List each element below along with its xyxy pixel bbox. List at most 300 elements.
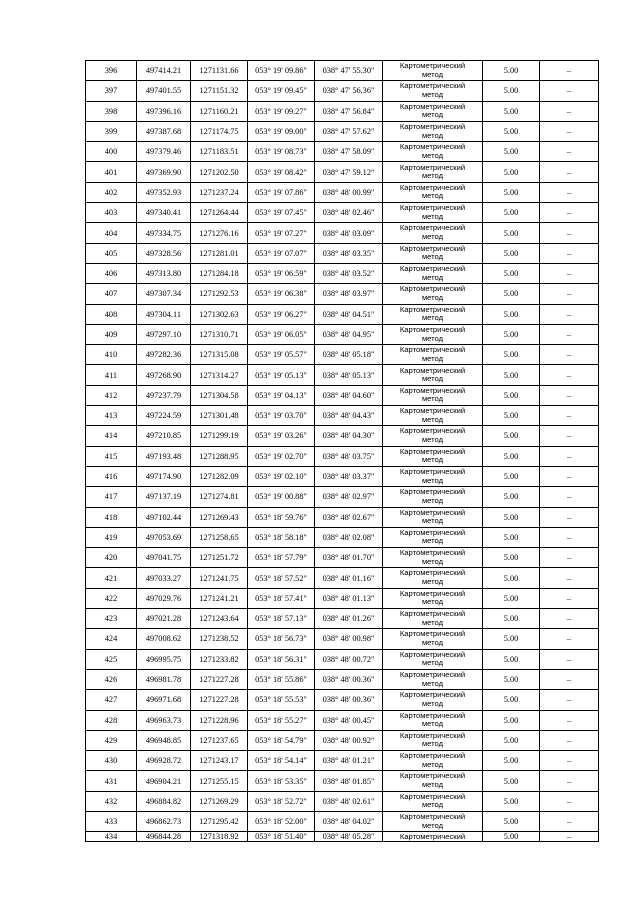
x-coordinate-cell: 497297.10 bbox=[137, 324, 191, 344]
method-text: Картометрический bbox=[399, 446, 466, 456]
table-row bbox=[86, 426, 599, 446]
x-coordinate-cell: 497029.76 bbox=[137, 588, 191, 608]
y-coordinate-cell: 1271302.63 bbox=[191, 304, 248, 324]
longitude-cell: 038° 48' 03.52" bbox=[315, 263, 383, 283]
accuracy-cell: 5.00 bbox=[483, 730, 540, 750]
y-coordinate-cell: 1271233.82 bbox=[191, 649, 248, 669]
method-text: Картометрический bbox=[399, 771, 466, 781]
method-text: Картометрический bbox=[399, 61, 466, 71]
x-coordinate-cell: 497379.46 bbox=[137, 142, 191, 162]
method-text: метод bbox=[421, 110, 444, 120]
table-row bbox=[86, 263, 599, 283]
table-row bbox=[86, 446, 599, 466]
accuracy-cell: 5.00 bbox=[483, 385, 540, 405]
method-text: Картометрический bbox=[399, 527, 466, 537]
method-text: Картометрический bbox=[399, 690, 466, 700]
accuracy-cell: 5.00 bbox=[483, 142, 540, 162]
method-text: метод bbox=[421, 820, 444, 830]
note-cell: – bbox=[540, 568, 599, 588]
table-body bbox=[86, 61, 599, 842]
method-text: Картометрический bbox=[399, 203, 466, 213]
method-cell bbox=[383, 548, 483, 568]
point-number-cell: 408 bbox=[86, 304, 137, 324]
accuracy-cell: 5.00 bbox=[483, 710, 540, 730]
method-text: метод bbox=[421, 800, 444, 810]
method-text: Картометрический bbox=[399, 548, 466, 558]
x-coordinate-cell: 496862.73 bbox=[137, 811, 191, 831]
method-cell bbox=[383, 832, 483, 842]
note-cell: – bbox=[540, 243, 599, 263]
point-number-cell: 434 bbox=[86, 832, 137, 842]
y-coordinate-cell: 1271251.72 bbox=[191, 548, 248, 568]
method-text: метод bbox=[421, 739, 444, 749]
method-text: метод bbox=[421, 272, 444, 282]
point-number-cell: 400 bbox=[86, 142, 137, 162]
point-number-cell: 420 bbox=[86, 548, 137, 568]
y-coordinate-cell: 1271315.08 bbox=[191, 345, 248, 365]
latitude-cell: 053° 19' 07.86" bbox=[248, 182, 315, 202]
method-text: метод bbox=[421, 130, 444, 140]
table-row bbox=[86, 304, 599, 324]
longitude-cell: 038° 48' 01.26" bbox=[315, 609, 383, 629]
longitude-cell: 038° 48' 02.08" bbox=[315, 527, 383, 547]
method-text: Картометрический bbox=[399, 101, 466, 111]
note-cell: – bbox=[540, 324, 599, 344]
method-cell bbox=[383, 203, 483, 223]
latitude-cell: 053° 18' 52.00" bbox=[248, 811, 315, 831]
y-coordinate-cell: 1271160.21 bbox=[191, 101, 248, 121]
method-cell bbox=[383, 771, 483, 791]
point-number-cell: 422 bbox=[86, 588, 137, 608]
point-number-cell: 429 bbox=[86, 730, 137, 750]
point-number-cell: 404 bbox=[86, 223, 137, 243]
method-cell bbox=[383, 61, 483, 81]
x-coordinate-cell: 497102.44 bbox=[137, 507, 191, 527]
longitude-cell: 038° 47' 58.09" bbox=[315, 142, 383, 162]
y-coordinate-cell: 1271269.29 bbox=[191, 791, 248, 811]
table-row bbox=[86, 507, 599, 527]
method-text: Картометрический bbox=[399, 223, 466, 233]
note-cell: – bbox=[540, 751, 599, 771]
x-coordinate-cell: 497369.90 bbox=[137, 162, 191, 182]
longitude-cell: 038° 47' 55.30" bbox=[315, 61, 383, 81]
x-coordinate-cell: 497340.41 bbox=[137, 203, 191, 223]
method-cell bbox=[383, 121, 483, 141]
point-number-cell: 428 bbox=[86, 710, 137, 730]
note-cell: – bbox=[540, 811, 599, 831]
method-cell bbox=[383, 669, 483, 689]
y-coordinate-cell: 1271243.64 bbox=[191, 609, 248, 629]
method-text: Картометрический bbox=[399, 345, 466, 355]
point-number-cell: 417 bbox=[86, 487, 137, 507]
method-text: Картометрический bbox=[399, 609, 466, 619]
accuracy-cell: 5.00 bbox=[483, 832, 540, 842]
table-row bbox=[86, 121, 599, 141]
method-text: метод bbox=[421, 353, 444, 363]
x-coordinate-cell: 497282.36 bbox=[137, 345, 191, 365]
table-row bbox=[86, 771, 599, 791]
accuracy-cell: 5.00 bbox=[483, 223, 540, 243]
method-text: Картометрический bbox=[399, 304, 466, 314]
x-coordinate-cell: 497328.56 bbox=[137, 243, 191, 263]
y-coordinate-cell: 1271227.28 bbox=[191, 669, 248, 689]
latitude-cell: 053° 19' 02.70" bbox=[248, 446, 315, 466]
table-row bbox=[86, 182, 599, 202]
point-number-cell: 430 bbox=[86, 751, 137, 771]
table-row bbox=[86, 730, 599, 750]
accuracy-cell: 5.00 bbox=[483, 466, 540, 486]
latitude-cell: 053° 19' 07.45" bbox=[248, 203, 315, 223]
x-coordinate-cell: 497008.62 bbox=[137, 629, 191, 649]
method-cell bbox=[383, 507, 483, 527]
method-cell bbox=[383, 101, 483, 121]
accuracy-cell: 5.00 bbox=[483, 669, 540, 689]
method-text: метод bbox=[421, 69, 444, 79]
longitude-cell: 038° 48' 04.95" bbox=[315, 324, 383, 344]
note-cell: – bbox=[540, 162, 599, 182]
longitude-cell: 038° 48' 03.35" bbox=[315, 243, 383, 263]
method-text: метод bbox=[421, 191, 444, 201]
method-text: метод bbox=[421, 313, 444, 323]
note-cell: – bbox=[540, 203, 599, 223]
table-row bbox=[86, 791, 599, 811]
longitude-cell: 038° 48' 02.67" bbox=[315, 507, 383, 527]
method-text: Картометрический bbox=[399, 385, 466, 395]
longitude-cell: 038° 48' 05.18" bbox=[315, 345, 383, 365]
method-cell bbox=[383, 263, 483, 283]
method-text: Картометрический bbox=[399, 588, 466, 598]
method-cell bbox=[383, 649, 483, 669]
note-cell: – bbox=[540, 385, 599, 405]
table-row bbox=[86, 142, 599, 162]
x-coordinate-cell: 496844.28 bbox=[137, 832, 191, 842]
method-text: метод bbox=[421, 394, 444, 404]
method-cell bbox=[383, 324, 483, 344]
method-cell bbox=[383, 791, 483, 811]
method-text: метод bbox=[421, 252, 444, 262]
method-cell bbox=[383, 223, 483, 243]
point-number-cell: 421 bbox=[86, 568, 137, 588]
y-coordinate-cell: 1271269.43 bbox=[191, 507, 248, 527]
latitude-cell: 053° 18' 56.31" bbox=[248, 649, 315, 669]
method-text: Картометрический bbox=[399, 284, 466, 294]
latitude-cell: 053° 19' 08.42" bbox=[248, 162, 315, 182]
method-text: Картометрический bbox=[399, 406, 466, 416]
method-text: метод bbox=[421, 556, 444, 566]
y-coordinate-cell: 1271314.27 bbox=[191, 365, 248, 385]
note-cell: – bbox=[540, 588, 599, 608]
method-cell bbox=[383, 81, 483, 101]
method-text: метод bbox=[421, 698, 444, 708]
note-cell: – bbox=[540, 527, 599, 547]
accuracy-cell: 5.00 bbox=[483, 588, 540, 608]
x-coordinate-cell: 497041.75 bbox=[137, 548, 191, 568]
note-cell: – bbox=[540, 304, 599, 324]
accuracy-cell: 5.00 bbox=[483, 81, 540, 101]
y-coordinate-cell: 1271281.01 bbox=[191, 243, 248, 263]
y-coordinate-cell: 1271255.15 bbox=[191, 771, 248, 791]
accuracy-cell: 5.00 bbox=[483, 609, 540, 629]
longitude-cell: 038° 48' 04.02" bbox=[315, 811, 383, 831]
latitude-cell: 053° 19' 04.13" bbox=[248, 385, 315, 405]
table-row bbox=[86, 811, 599, 831]
accuracy-cell: 5.00 bbox=[483, 507, 540, 527]
table-row bbox=[86, 385, 599, 405]
method-cell bbox=[383, 710, 483, 730]
table-row bbox=[86, 609, 599, 629]
note-cell: – bbox=[540, 649, 599, 669]
point-number-cell: 410 bbox=[86, 345, 137, 365]
method-text: метод bbox=[421, 516, 444, 526]
method-text: Картометрический bbox=[399, 791, 466, 801]
point-number-cell: 403 bbox=[86, 203, 137, 223]
y-coordinate-cell: 1271202.50 bbox=[191, 162, 248, 182]
method-text: Картометрический bbox=[399, 243, 466, 253]
method-cell bbox=[383, 527, 483, 547]
x-coordinate-cell: 497137.19 bbox=[137, 487, 191, 507]
longitude-cell: 038° 48' 02.97" bbox=[315, 487, 383, 507]
latitude-cell: 053° 19' 06.27" bbox=[248, 304, 315, 324]
latitude-cell: 053° 19' 05.13" bbox=[248, 365, 315, 385]
note-cell: – bbox=[540, 466, 599, 486]
note-cell: – bbox=[540, 446, 599, 466]
method-text: Картометрический bbox=[399, 182, 466, 192]
coordinates-table bbox=[85, 60, 599, 842]
longitude-cell: 038° 48' 02.46" bbox=[315, 203, 383, 223]
latitude-cell: 053° 18' 55.27" bbox=[248, 710, 315, 730]
longitude-cell: 038° 48' 00.92" bbox=[315, 730, 383, 750]
latitude-cell: 053° 19' 09.45" bbox=[248, 81, 315, 101]
longitude-cell: 038° 48' 03.09" bbox=[315, 223, 383, 243]
longitude-cell: 038° 48' 01.13" bbox=[315, 588, 383, 608]
note-cell: – bbox=[540, 771, 599, 791]
accuracy-cell: 5.00 bbox=[483, 101, 540, 121]
note-cell: – bbox=[540, 629, 599, 649]
table-row bbox=[86, 101, 599, 121]
method-text: метод bbox=[421, 475, 444, 485]
method-cell bbox=[383, 568, 483, 588]
y-coordinate-cell: 1271237.24 bbox=[191, 182, 248, 202]
method-cell bbox=[383, 162, 483, 182]
method-text: метод bbox=[421, 211, 444, 221]
longitude-cell: 038° 47' 56.84" bbox=[315, 101, 383, 121]
table-row bbox=[86, 548, 599, 568]
y-coordinate-cell: 1271274.81 bbox=[191, 487, 248, 507]
x-coordinate-cell: 496981.78 bbox=[137, 669, 191, 689]
method-cell bbox=[383, 243, 483, 263]
method-text: Картометрический bbox=[399, 507, 466, 517]
table-row bbox=[86, 751, 599, 771]
x-coordinate-cell: 497053.69 bbox=[137, 527, 191, 547]
point-number-cell: 398 bbox=[86, 101, 137, 121]
method-text: Картометрический bbox=[399, 629, 466, 639]
x-coordinate-cell: 497237.79 bbox=[137, 385, 191, 405]
longitude-cell: 038° 47' 57.62" bbox=[315, 121, 383, 141]
accuracy-cell: 5.00 bbox=[483, 263, 540, 283]
accuracy-cell: 5.00 bbox=[483, 548, 540, 568]
table-row bbox=[86, 690, 599, 710]
latitude-cell: 053° 19' 03.26" bbox=[248, 426, 315, 446]
method-text: метод bbox=[421, 333, 444, 343]
accuracy-cell: 5.00 bbox=[483, 771, 540, 791]
method-text: метод bbox=[421, 171, 444, 181]
latitude-cell: 053° 19' 06.05" bbox=[248, 324, 315, 344]
note-cell: – bbox=[540, 730, 599, 750]
table-row bbox=[86, 466, 599, 486]
method-text: метод bbox=[421, 759, 444, 769]
note-cell: – bbox=[540, 669, 599, 689]
note-cell: – bbox=[540, 345, 599, 365]
longitude-cell: 038° 48' 00.99" bbox=[315, 182, 383, 202]
y-coordinate-cell: 1271243.17 bbox=[191, 751, 248, 771]
table-row bbox=[86, 223, 599, 243]
note-cell: – bbox=[540, 223, 599, 243]
x-coordinate-cell: 496971.68 bbox=[137, 690, 191, 710]
table-row bbox=[86, 568, 599, 588]
longitude-cell: 038° 48' 04.60" bbox=[315, 385, 383, 405]
note-cell: – bbox=[540, 121, 599, 141]
table-row bbox=[86, 832, 599, 842]
method-text: Картометрический bbox=[399, 162, 466, 172]
point-number-cell: 433 bbox=[86, 811, 137, 831]
y-coordinate-cell: 1271174.75 bbox=[191, 121, 248, 141]
point-number-cell: 423 bbox=[86, 609, 137, 629]
x-coordinate-cell: 496884.82 bbox=[137, 791, 191, 811]
note-cell: – bbox=[540, 832, 599, 842]
x-coordinate-cell: 497021.28 bbox=[137, 609, 191, 629]
longitude-cell: 038° 48' 00.45" bbox=[315, 710, 383, 730]
method-text: Картометрический bbox=[399, 487, 466, 497]
method-text: Картометрический bbox=[399, 710, 466, 720]
longitude-cell: 038° 48' 03.37" bbox=[315, 466, 383, 486]
method-cell bbox=[383, 385, 483, 405]
point-number-cell: 402 bbox=[86, 182, 137, 202]
y-coordinate-cell: 1271295.42 bbox=[191, 811, 248, 831]
method-text: метод bbox=[421, 414, 444, 424]
x-coordinate-cell: 497414.21 bbox=[137, 61, 191, 81]
accuracy-cell: 5.00 bbox=[483, 345, 540, 365]
x-coordinate-cell: 497210.85 bbox=[137, 426, 191, 446]
x-coordinate-cell: 497334.75 bbox=[137, 223, 191, 243]
table-row bbox=[86, 669, 599, 689]
note-cell: – bbox=[540, 182, 599, 202]
method-text: метод bbox=[421, 89, 444, 99]
x-coordinate-cell: 497396.16 bbox=[137, 101, 191, 121]
latitude-cell: 053° 19' 06.59" bbox=[248, 263, 315, 283]
table-row bbox=[86, 243, 599, 263]
latitude-cell: 053° 18' 54.79" bbox=[248, 730, 315, 750]
point-number-cell: 416 bbox=[86, 466, 137, 486]
x-coordinate-cell: 497313.80 bbox=[137, 263, 191, 283]
point-number-cell: 427 bbox=[86, 690, 137, 710]
latitude-cell: 053° 19' 02.10" bbox=[248, 466, 315, 486]
note-cell: – bbox=[540, 426, 599, 446]
latitude-cell: 053° 18' 52.72" bbox=[248, 791, 315, 811]
y-coordinate-cell: 1271241.21 bbox=[191, 588, 248, 608]
latitude-cell: 053° 18' 55.86" bbox=[248, 669, 315, 689]
y-coordinate-cell: 1271238.52 bbox=[191, 629, 248, 649]
method-text: Картометрический bbox=[399, 730, 466, 740]
note-cell: – bbox=[540, 507, 599, 527]
point-number-cell: 431 bbox=[86, 771, 137, 791]
longitude-cell: 038° 48' 00.98" bbox=[315, 629, 383, 649]
x-coordinate-cell: 497268.90 bbox=[137, 365, 191, 385]
point-number-cell: 413 bbox=[86, 406, 137, 426]
x-coordinate-cell: 497401.55 bbox=[137, 81, 191, 101]
longitude-cell: 038° 47' 56.36" bbox=[315, 81, 383, 101]
note-cell: – bbox=[540, 791, 599, 811]
y-coordinate-cell: 1271299.19 bbox=[191, 426, 248, 446]
method-text: Картометрический bbox=[399, 264, 466, 274]
method-cell bbox=[383, 446, 483, 466]
method-text: Картометрический bbox=[399, 751, 466, 761]
x-coordinate-cell: 496948.85 bbox=[137, 730, 191, 750]
y-coordinate-cell: 1271258.65 bbox=[191, 527, 248, 547]
y-coordinate-cell: 1271292.53 bbox=[191, 284, 248, 304]
accuracy-cell: 5.00 bbox=[483, 446, 540, 466]
latitude-cell: 053° 18' 51.40" bbox=[248, 832, 315, 842]
longitude-cell: 038° 48' 04.30" bbox=[315, 426, 383, 446]
method-text: метод bbox=[421, 617, 444, 627]
method-text: метод bbox=[421, 292, 444, 302]
longitude-cell: 038° 48' 00.72" bbox=[315, 649, 383, 669]
x-coordinate-cell: 497193.48 bbox=[137, 446, 191, 466]
x-coordinate-cell: 496963.73 bbox=[137, 710, 191, 730]
method-text: Картометрический bbox=[399, 324, 466, 334]
x-coordinate-cell: 497352.93 bbox=[137, 182, 191, 202]
y-coordinate-cell: 1271310.71 bbox=[191, 324, 248, 344]
note-cell: – bbox=[540, 81, 599, 101]
accuracy-cell: 5.00 bbox=[483, 487, 540, 507]
latitude-cell: 053° 19' 09.86" bbox=[248, 61, 315, 81]
point-number-cell: 397 bbox=[86, 81, 137, 101]
accuracy-cell: 5.00 bbox=[483, 527, 540, 547]
longitude-cell: 038° 48' 05.28" bbox=[315, 832, 383, 842]
y-coordinate-cell: 1271228.96 bbox=[191, 710, 248, 730]
note-cell: – bbox=[540, 609, 599, 629]
note-cell: – bbox=[540, 710, 599, 730]
method-cell bbox=[383, 487, 483, 507]
x-coordinate-cell: 496995.75 bbox=[137, 649, 191, 669]
point-number-cell: 405 bbox=[86, 243, 137, 263]
accuracy-cell: 5.00 bbox=[483, 811, 540, 831]
point-number-cell: 424 bbox=[86, 629, 137, 649]
method-cell bbox=[383, 345, 483, 365]
point-number-cell: 418 bbox=[86, 507, 137, 527]
y-coordinate-cell: 1271151.32 bbox=[191, 81, 248, 101]
latitude-cell: 053° 18' 53.35" bbox=[248, 771, 315, 791]
method-text: метод bbox=[421, 536, 444, 546]
table-row bbox=[86, 588, 599, 608]
accuracy-cell: 5.00 bbox=[483, 751, 540, 771]
longitude-cell: 038° 47' 59.12" bbox=[315, 162, 383, 182]
latitude-cell: 053° 19' 05.57" bbox=[248, 345, 315, 365]
latitude-cell: 053° 18' 55.53" bbox=[248, 690, 315, 710]
latitude-cell: 053° 18' 57.79" bbox=[248, 548, 315, 568]
latitude-cell: 053° 18' 57.13" bbox=[248, 609, 315, 629]
longitude-cell: 038° 48' 04.51" bbox=[315, 304, 383, 324]
table-row bbox=[86, 284, 599, 304]
point-number-cell: 419 bbox=[86, 527, 137, 547]
accuracy-cell: 5.00 bbox=[483, 182, 540, 202]
accuracy-cell: 5.00 bbox=[483, 243, 540, 263]
accuracy-cell: 5.00 bbox=[483, 365, 540, 385]
longitude-cell: 038° 48' 01.70" bbox=[315, 548, 383, 568]
table-row bbox=[86, 324, 599, 344]
method-cell bbox=[383, 751, 483, 771]
table-row bbox=[86, 710, 599, 730]
table-row bbox=[86, 487, 599, 507]
